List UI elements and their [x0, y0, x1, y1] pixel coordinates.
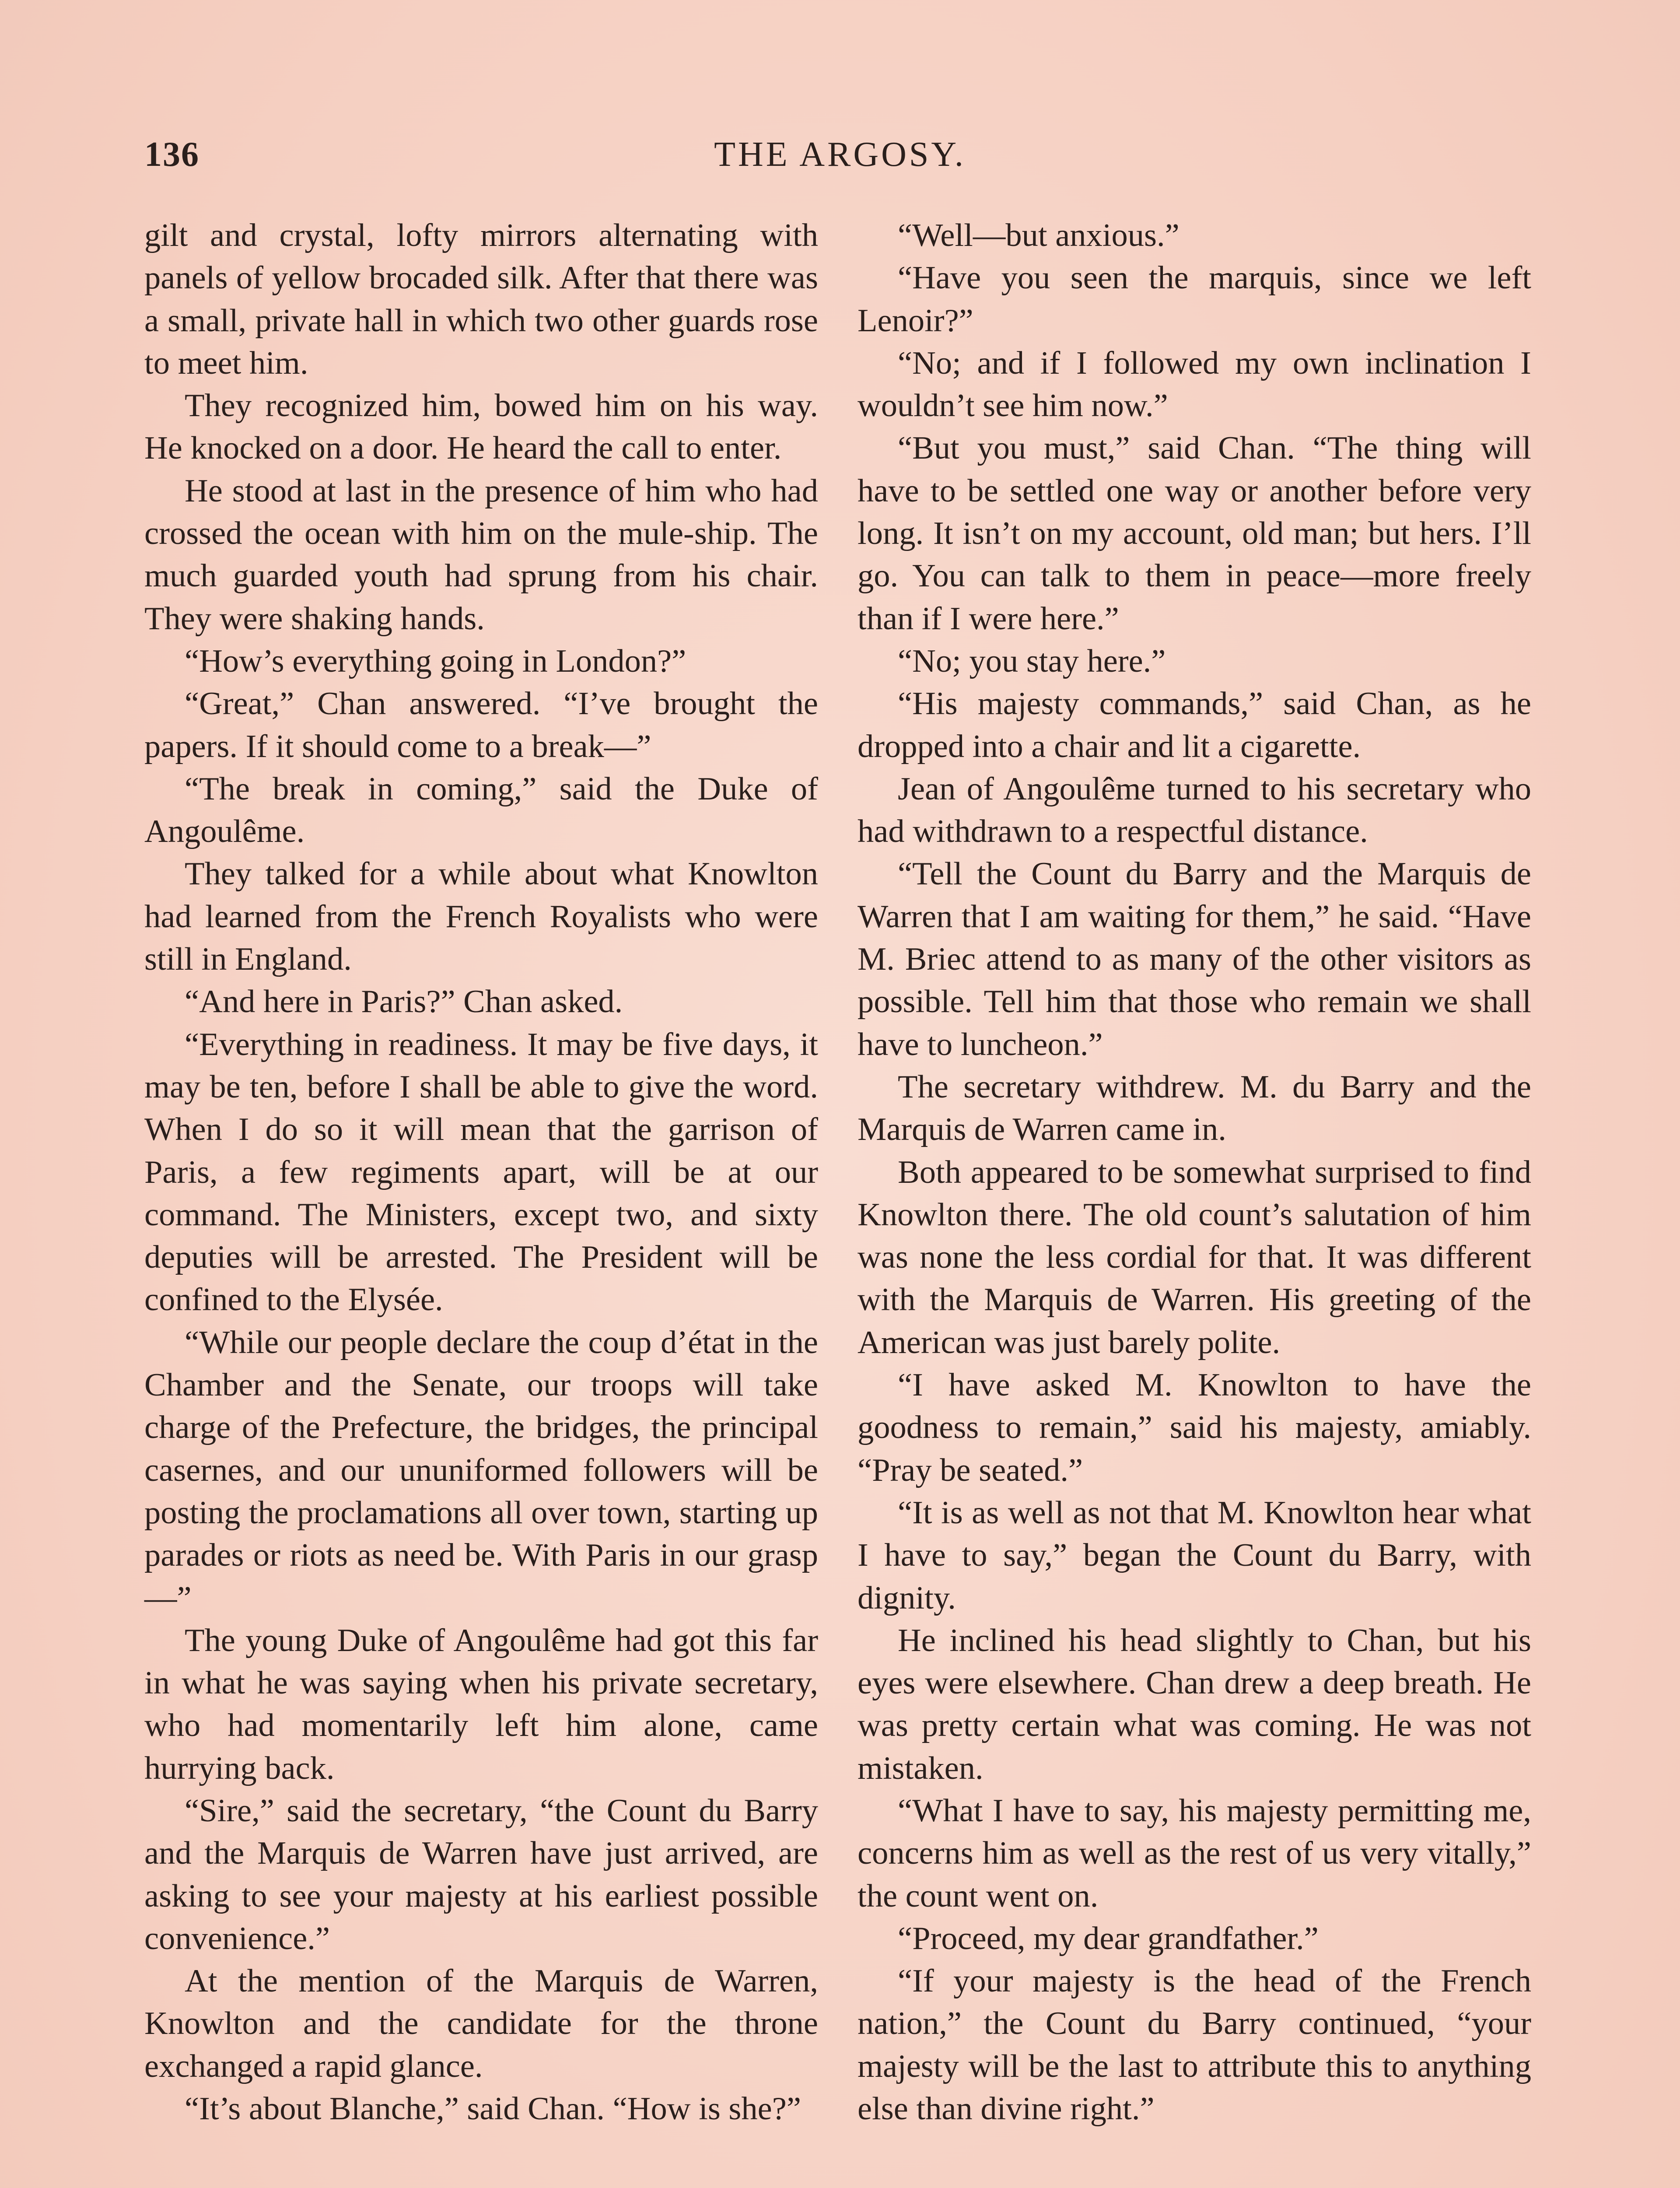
page-header: [144, 135, 1536, 183]
paragraph: “No; and if I followed my own inclination I wouldn’t see him now.”: [858, 345, 1531, 424]
paragraph: “Sire,” said the secretary, “the Count du Barry and the Marquis de Warren have just arrived, are asking to see your majesty at his earliest possible convenience.”: [144, 1792, 818, 1957]
paragraph: Both appeared to be somewhat surprised to find Knowlton there. The old count’s salutation of him was none the less cordial for that. It was different with the Marquis de Warren. His greeting of the American was just barely polite.: [858, 1154, 1531, 1360]
paragraph: “Tell the Count du Barry and the Marquis de Warren that I am waiting for them,” he said. “Have M. Briec attend to as many of the other visitors as possible. Tell him that those who remain we shall have to luncheon.”: [858, 856, 1531, 1062]
paragraph: “His majesty commands,” said Chan, as he dropped into a chair and lit a cigarette.: [858, 686, 1531, 764]
paragraph: “If your majesty is the head of the French nation,” the Count du Barry continued, “your majesty will be the last to attribute this to anything else than divine right.”: [858, 1963, 1531, 2127]
paragraph: “And here in Paris?” Chan asked.: [185, 984, 623, 1020]
running-title: THE ARGOSY.: [714, 135, 966, 174]
right-column: [858, 214, 1531, 2130]
paragraph: “While our people declare the coup d’état in the Chamber and the Senate, our troops will take charge of the Prefecture, the bridges, the principal casernes, and our ununiformed followers will be posting the proclamations all over town, starting up parades or riots as need be. With Paris in our grasp—”: [144, 1324, 818, 1616]
paragraph: “Have you seen the marquis, since we left Lenoir?”: [858, 260, 1531, 339]
paragraph: gilt and crystal, lofty mirrors alternating with panels of yellow brocaded silk. After that there was a small, private hall in which two other guards rose to meet him.: [144, 217, 818, 381]
paragraph: “Everything in readiness. It may be five days, it may be ten, before I shall be able to give the word. When I do so it will mean that the garrison of Paris, a few regiments apart, will be at our command. The Ministers, except two, and sixty deputies will be arrested. The President will be confined to the Elysée.: [144, 1026, 818, 1318]
paragraph: “I have asked M. Knowlton to have the goodness to remain,” said his majesty, amiably. “Pray be seated.”: [858, 1367, 1531, 1488]
paragraph: They talked for a while about what Knowlton had learned from the French Royalists who were still in England.: [144, 856, 818, 978]
paragraph: “Well—but anxious.”: [898, 217, 1180, 253]
paragraph: He inclined his head slightly to Chan, but his eyes were elsewhere. Chan drew a deep breath. He was pretty certain what was coming. He was not mistaken.: [858, 1622, 1531, 1786]
left-column: [144, 214, 818, 2130]
paragraph: “What I have to say, his majesty permitting me, concerns him as well as the rest of us very vitally,” the count went on.: [858, 1792, 1531, 1914]
paragraph: Jean of Angoulême turned to his secretary who had withdrawn to a respectful distance.: [858, 771, 1531, 850]
paragraph: The secretary withdrew. M. du Barry and the Marquis de Warren came in.: [858, 1069, 1531, 1148]
paragraph: He stood at last in the presence of him who had crossed the ocean with him on the mule-ship. The much guarded youth had sprung from his chair. They were shaking hands.: [144, 473, 818, 637]
paragraph: “It’s about Blanche,” said Chan. “How is she?”: [185, 2091, 801, 2127]
page-number: 136: [144, 135, 200, 174]
paragraph: “The break in coming,” said the Duke of Angoulême.: [144, 771, 818, 850]
paragraph: “Proceed, my dear grandfather.”: [898, 1920, 1319, 1957]
paragraph: “No; you stay here.”: [898, 643, 1166, 679]
paragraph: At the mention of the Marquis de Warren, Knowlton and the candidate for the throne exchanged a rapid glance.: [144, 1963, 818, 2084]
paragraph: “Great,” Chan answered. “I’ve brought the papers. If it should come to a break—”: [144, 686, 818, 764]
paragraph: “How’s everything going in London?”: [185, 643, 686, 679]
paragraph: “It is as well as not that M. Knowlton hear what I have to say,” began the Count du Barry, with dignity.: [858, 1494, 1531, 1616]
paragraph: They recognized him, bowed him on his way. He knocked on a door. He heard the call to enter.: [144, 388, 818, 466]
paragraph: “But you must,” said Chan. “The thing will have to be settled one way or another before very long. It isn’t on my account, old man; but hers. I’ll go. You can talk to them in peace—more freely than if I were here.”: [858, 430, 1531, 637]
paragraph: The young Duke of Angoulême had got this far in what he was saying when his private secretary, who had momentarily left him alone, came hurrying back.: [144, 1622, 818, 1786]
